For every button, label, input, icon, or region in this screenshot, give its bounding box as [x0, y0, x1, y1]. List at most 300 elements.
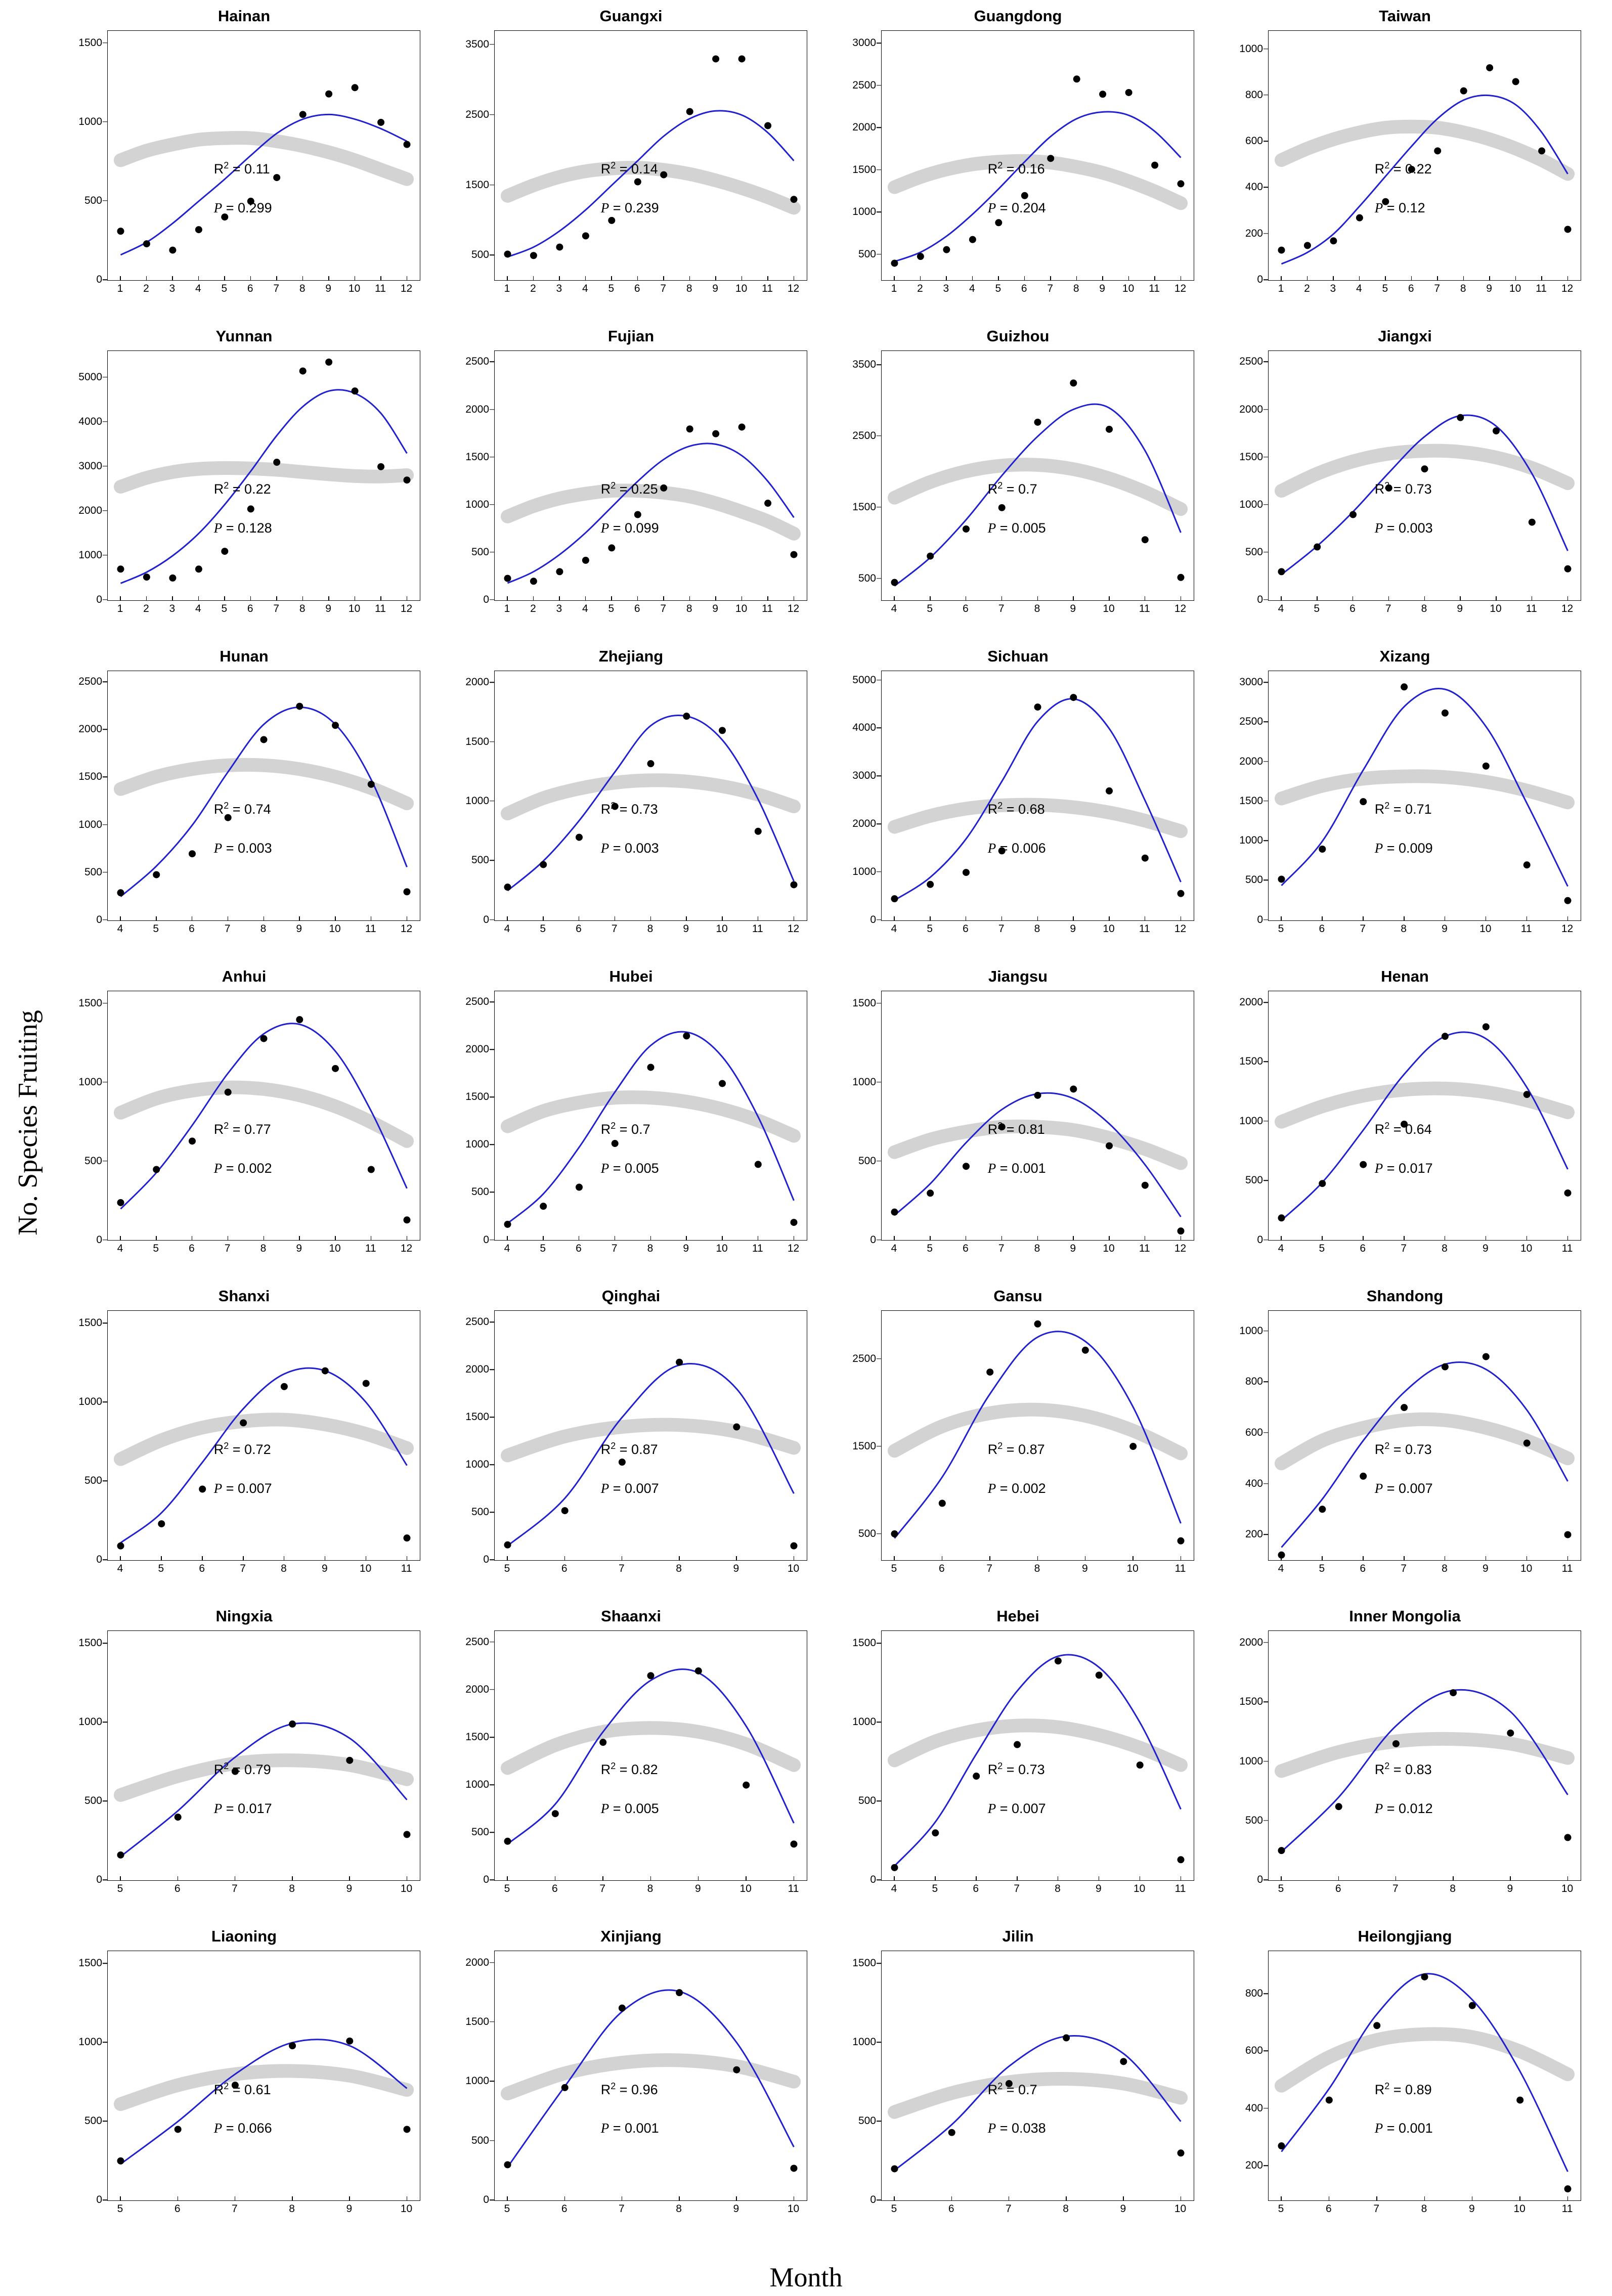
x-tick-label: 4: [117, 922, 123, 935]
x-tick-mark: [407, 916, 408, 921]
data-point: [117, 1851, 124, 1859]
plot-graphics: [108, 991, 420, 1241]
x-tick-label: 7: [998, 602, 1005, 614]
x-tick-label: 9: [712, 282, 718, 294]
data-point: [273, 459, 280, 466]
x-tick-mark: [1385, 276, 1386, 281]
x-tick-label: 7: [660, 602, 667, 614]
y-tick-label: 2000: [465, 1683, 489, 1695]
y-tick-mark: [877, 254, 881, 255]
p-value-annotation: P = 0.007: [600, 1480, 659, 1496]
data-point: [346, 2038, 353, 2045]
data-point: [891, 579, 898, 586]
x-tick-mark: [1281, 916, 1282, 921]
x-tick-mark: [335, 1236, 336, 1241]
data-point: [117, 1199, 124, 1206]
data-point: [1360, 1473, 1367, 1480]
y-tick-label: 2000: [1239, 996, 1263, 1008]
p-value-annotation: P = 0.066: [213, 2121, 272, 2136]
x-tick-mark: [1510, 1876, 1511, 1881]
y-tick-label: 1000: [1239, 834, 1263, 847]
x-tick-label: 3: [1330, 282, 1336, 294]
fitted-curve: [1282, 1974, 1568, 2172]
y-tick-label: 1500: [852, 1957, 876, 1969]
x-tick-mark: [1527, 1556, 1528, 1561]
y-tick-label: 500: [858, 248, 876, 260]
data-point: [1034, 703, 1041, 711]
x-tick-mark: [998, 276, 999, 281]
y-tick-mark: [1264, 840, 1268, 841]
panel-title: Xizang: [1379, 647, 1430, 665]
y-tick-mark: [103, 466, 107, 467]
x-tick-mark: [1009, 2196, 1010, 2201]
data-point: [299, 367, 307, 374]
x-tick-mark: [1322, 916, 1323, 921]
x-tick-label: 11: [1139, 922, 1150, 935]
x-tick-label: 8: [1055, 1883, 1061, 1895]
y-tick-label: 500: [471, 546, 489, 558]
x-tick-mark: [507, 1876, 508, 1881]
r-squared-annotation: $R^2 = 0.64$: [1374, 1120, 1432, 1137]
data-point: [683, 713, 690, 720]
data-point: [225, 1088, 232, 1095]
y-tick-mark: [877, 823, 881, 824]
x-tick-label: 11: [1561, 2202, 1573, 2215]
x-tick-mark: [585, 596, 586, 601]
y-tick-label: 1000: [78, 818, 102, 830]
plot-graphics: [495, 1311, 807, 1560]
y-tick-mark: [103, 1801, 107, 1802]
y-tick-label: 500: [471, 854, 489, 866]
x-tick-mark: [1145, 1236, 1146, 1241]
panel-title: Hainan: [217, 7, 271, 25]
panel-guangdong: [824, 4, 1211, 324]
r-squared-annotation: $R^2 = 0.7$: [600, 1120, 650, 1137]
x-tick-label: 12: [1174, 282, 1187, 294]
r-squared-annotation: $R^2 = 0.14$: [600, 160, 658, 177]
y-axis: [1211, 991, 1268, 1246]
data-point: [169, 247, 176, 254]
x-tick-label: 4: [582, 282, 588, 294]
x-tick-mark: [742, 596, 743, 601]
data-point: [247, 505, 254, 512]
reference-band: [895, 1726, 1181, 1765]
plot-area: [107, 1630, 420, 1881]
x-tick-mark: [559, 276, 560, 281]
x-tick-mark: [366, 1556, 367, 1561]
panel-title: Taiwan: [1379, 7, 1431, 25]
data-point: [1106, 426, 1113, 433]
x-tick-label: 7: [1434, 282, 1441, 294]
data-point: [189, 850, 196, 857]
x-tick-mark: [1515, 276, 1516, 281]
x-tick-mark: [722, 1236, 723, 1241]
x-tick-mark: [686, 1236, 687, 1241]
data-point: [195, 226, 202, 233]
y-axis: [438, 991, 494, 1246]
x-tick-label: 5: [932, 1883, 938, 1895]
panel-title: Hebei: [996, 1607, 1039, 1625]
data-point: [332, 1065, 339, 1072]
x-tick-mark: [507, 276, 508, 281]
y-tick-label: 2000: [852, 818, 876, 830]
x-tick-mark: [120, 596, 121, 601]
p-value-annotation: P = 0.12: [1374, 200, 1425, 216]
data-point: [540, 861, 547, 868]
x-tick-mark: [161, 1556, 162, 1561]
x-tick-label: 8: [299, 602, 306, 614]
p-value-annotation: P = 0.001: [600, 2121, 659, 2136]
x-axis: [494, 2201, 807, 2218]
x-tick-mark: [564, 1556, 565, 1561]
data-point: [891, 1530, 898, 1537]
x-tick-mark: [1527, 1236, 1528, 1241]
y-tick-label: 3500: [465, 38, 489, 50]
data-point: [530, 578, 537, 585]
y-tick-label: 1500: [852, 997, 876, 1009]
x-tick-mark: [1109, 596, 1110, 601]
y-tick-mark: [490, 114, 494, 115]
plot-area: [107, 1310, 420, 1561]
r-squared-annotation: $R^2 = 0.22$: [213, 480, 271, 497]
y-tick-label: 600: [1245, 2045, 1263, 2057]
plot-area: [494, 1310, 807, 1561]
x-tick-mark: [1567, 596, 1569, 601]
plot-graphics: [1269, 1951, 1581, 2200]
x-tick-mark: [380, 276, 381, 281]
data-point: [619, 1459, 626, 1466]
x-axis: [1268, 921, 1581, 938]
data-point: [927, 880, 934, 888]
x-tick-label: 7: [1392, 1883, 1399, 1895]
y-tick-label: 1500: [465, 1731, 489, 1743]
x-tick-label: 5: [995, 282, 1001, 294]
data-point: [504, 575, 511, 582]
data-point: [117, 565, 124, 572]
data-point: [891, 895, 898, 902]
x-tick-mark: [1181, 596, 1182, 601]
y-tick-mark: [490, 1512, 494, 1513]
data-point: [1335, 1803, 1342, 1811]
x-tick-label: 10: [1479, 922, 1492, 935]
y-tick-label: 2000: [465, 403, 489, 415]
x-tick-label: 12: [1174, 602, 1187, 614]
plot-area: [1268, 1310, 1581, 1561]
data-point: [764, 500, 771, 507]
data-point: [346, 1757, 353, 1764]
panel-gansu: [824, 1284, 1211, 1604]
data-point: [1178, 180, 1185, 187]
x-tick-label: 5: [153, 922, 159, 935]
data-point: [1178, 574, 1185, 581]
panel-heilongjiang: [1211, 1924, 1598, 2244]
y-tick-mark: [1264, 2165, 1268, 2166]
y-tick-mark: [1264, 801, 1268, 802]
x-tick-label: 8: [1421, 602, 1427, 614]
x-tick-mark: [192, 916, 193, 921]
y-tick-mark: [1264, 279, 1268, 280]
x-tick-label: 9: [1482, 1563, 1489, 1575]
x-tick-mark: [1154, 276, 1155, 281]
y-tick-label: 800: [1245, 1376, 1263, 1388]
plot-area: [494, 1630, 807, 1881]
y-tick-mark: [103, 1323, 107, 1324]
y-tick-label: 0: [483, 593, 489, 605]
y-tick-label: 1000: [852, 865, 876, 877]
x-tick-label: 6: [199, 1563, 205, 1575]
x-tick-mark: [156, 1236, 157, 1241]
x-tick-label: 2: [1304, 282, 1310, 294]
x-tick-mark: [1463, 276, 1464, 281]
data-point: [1457, 414, 1464, 421]
y-tick-label: 0: [96, 274, 102, 285]
x-tick-label: 7: [611, 1243, 618, 1255]
panel-shanxi: [51, 1284, 438, 1604]
x-tick-mark: [407, 276, 408, 281]
x-tick-label: 10: [1103, 922, 1115, 935]
r-squared-annotation: $R^2 = 0.22$: [1374, 160, 1432, 177]
data-point: [619, 2005, 626, 2012]
x-tick-mark: [407, 596, 408, 601]
x-tick-label: 10: [1133, 1883, 1146, 1895]
data-point: [647, 1064, 655, 1071]
x-tick-label: 8: [1073, 282, 1079, 294]
y-tick-mark: [490, 504, 494, 505]
x-tick-mark: [355, 596, 356, 601]
x-tick-label: 6: [247, 602, 253, 614]
x-axis: [494, 1561, 807, 1578]
y-tick-mark: [490, 552, 494, 553]
x-tick-mark: [686, 916, 687, 921]
y-tick-label: 1500: [852, 1440, 876, 1452]
x-tick-mark: [794, 276, 795, 281]
panel-title: Fujian: [607, 327, 655, 345]
data-point: [1360, 798, 1367, 805]
x-tick-label: 12: [400, 1243, 413, 1255]
y-tick-label: 1500: [465, 1091, 489, 1103]
p-value-annotation: P = 0.002: [987, 1480, 1046, 1496]
x-tick-mark: [1281, 1236, 1282, 1241]
plot-graphics: [882, 31, 1194, 280]
y-tick-mark: [490, 409, 494, 410]
p-value-annotation: P = 0.128: [213, 520, 272, 536]
data-point: [891, 259, 898, 267]
x-tick-label: 6: [963, 922, 969, 935]
x-tick-label: 2: [530, 602, 536, 614]
y-axis: [1211, 350, 1268, 605]
y-axis: [824, 350, 881, 601]
x-tick-mark: [746, 1876, 747, 1881]
x-tick-label: 4: [117, 1563, 123, 1575]
x-tick-mark: [1001, 916, 1003, 921]
plot-graphics: [882, 671, 1194, 920]
data-point: [1523, 1091, 1531, 1098]
x-tick-label: 7: [619, 1563, 625, 1575]
x-tick-label: 8: [1421, 2202, 1427, 2215]
y-tick-mark: [877, 1082, 881, 1083]
x-tick-mark: [507, 1556, 508, 1561]
x-tick-mark: [611, 276, 612, 281]
x-tick-label: 7: [232, 1883, 238, 1895]
x-tick-mark: [989, 1556, 990, 1561]
r-squared-annotation: $R^2 = 0.83$: [1374, 1760, 1432, 1777]
x-tick-label: 8: [281, 1563, 287, 1575]
y-tick-label: 800: [1245, 1988, 1263, 2000]
x-tick-label: 10: [359, 1563, 372, 1575]
y-axis: [51, 1310, 107, 1566]
y-tick-mark: [1264, 1701, 1268, 1702]
y-tick-label: 1000: [852, 1716, 876, 1728]
x-tick-label: 10: [348, 282, 361, 294]
data-point: [647, 1672, 655, 1680]
r-squared-annotation: $R^2 = 0.61$: [213, 2081, 271, 2097]
x-tick-mark: [1567, 916, 1569, 921]
y-tick-label: 3000: [78, 460, 102, 472]
x-tick-label: 7: [986, 1563, 992, 1575]
x-tick-label: 10: [348, 602, 361, 614]
y-tick-mark: [877, 578, 881, 579]
x-tick-mark: [1109, 1236, 1110, 1241]
x-tick-mark: [966, 916, 967, 921]
data-point: [1450, 1689, 1457, 1696]
x-tick-label: 8: [676, 2202, 682, 2215]
x-axis: [1268, 1881, 1581, 1898]
data-point: [1442, 710, 1449, 717]
panel-hubei: [438, 964, 824, 1285]
plot-graphics: [1269, 31, 1581, 280]
data-point: [1360, 1161, 1367, 1168]
data-point: [755, 1161, 762, 1168]
x-axis: [1268, 281, 1581, 298]
x-tick-label: 10: [787, 2202, 800, 2215]
y-axis: [51, 671, 107, 925]
plot-graphics: [882, 351, 1194, 600]
y-tick-label: 1500: [465, 451, 489, 463]
panel-hebei: [824, 1604, 1211, 1924]
y-tick-mark: [490, 44, 494, 45]
x-axis-label: Month: [769, 2262, 843, 2292]
panel-jiangxi: [1211, 324, 1598, 644]
x-tick-mark: [198, 276, 199, 281]
x-tick-mark: [794, 2196, 795, 2201]
x-tick-mark: [120, 1556, 121, 1561]
x-tick-label: 7: [232, 2202, 238, 2215]
x-tick-mark: [966, 1236, 967, 1241]
x-tick-label: 6: [634, 602, 640, 614]
data-point: [791, 1841, 798, 1848]
panel-title: Shandong: [1366, 1287, 1444, 1305]
y-tick-label: 500: [84, 1155, 102, 1167]
x-tick-label: 4: [891, 602, 897, 614]
x-tick-mark: [1329, 2196, 1330, 2201]
y-tick-label: 1000: [78, 1076, 102, 1088]
y-tick-mark: [1264, 233, 1268, 234]
y-tick-label: 1000: [465, 2075, 489, 2087]
y-tick-mark: [490, 1962, 494, 1963]
data-point: [1073, 75, 1080, 82]
data-point: [582, 232, 589, 239]
x-tick-label: 4: [582, 602, 588, 614]
data-point: [791, 2165, 798, 2172]
data-point: [612, 1140, 619, 1147]
y-tick-label: 0: [483, 1554, 489, 1566]
y-tick-mark: [103, 1481, 107, 1482]
y-tick-mark: [103, 377, 107, 378]
x-tick-label: 6: [938, 1563, 945, 1575]
x-tick-label: 11: [762, 602, 773, 614]
x-tick-label: 12: [400, 922, 413, 935]
data-point: [948, 2129, 955, 2136]
x-tick-mark: [894, 596, 895, 601]
x-tick-label: 11: [762, 282, 773, 294]
x-tick-label: 8: [260, 1243, 267, 1255]
data-point: [712, 430, 719, 437]
y-tick-mark: [103, 1003, 107, 1004]
y-tick-label: 2500: [78, 676, 102, 688]
x-tick-label: 12: [1561, 922, 1574, 935]
x-tick-label: 2: [143, 602, 149, 614]
x-tick-label: 10: [329, 1243, 341, 1255]
y-tick-label: 0: [870, 1874, 876, 1886]
data-point: [963, 869, 970, 876]
data-point: [325, 91, 332, 98]
x-axis: [107, 1881, 420, 1898]
x-tick-mark: [1363, 1556, 1364, 1561]
data-point: [1106, 787, 1113, 794]
x-tick-mark: [894, 276, 895, 281]
plot-area: [107, 671, 420, 921]
panel-shandong: [1211, 1284, 1598, 1604]
x-axis: [494, 1241, 807, 1258]
y-tick-mark: [103, 200, 107, 201]
x-tick-label: 4: [1278, 602, 1284, 614]
y-tick-mark: [490, 2021, 494, 2022]
plot-area: [107, 1951, 420, 2201]
x-tick-mark: [172, 596, 173, 601]
data-point: [1278, 875, 1285, 882]
data-point: [199, 1486, 206, 1493]
x-axis: [107, 281, 420, 298]
y-tick-mark: [1264, 457, 1268, 458]
panel-title: Sichuan: [987, 647, 1049, 665]
x-tick-mark: [1281, 1876, 1282, 1881]
data-point: [1330, 237, 1337, 244]
x-tick-label: 7: [1401, 1243, 1407, 1255]
data-point: [963, 525, 970, 533]
y-tick-mark: [490, 1465, 494, 1466]
x-tick-label: 5: [158, 1563, 164, 1575]
x-axis: [881, 1881, 1194, 1898]
x-tick-mark: [250, 276, 251, 281]
x-tick-mark: [1001, 1236, 1003, 1241]
data-point: [322, 1367, 329, 1375]
plot-graphics: [882, 1311, 1194, 1560]
y-tick-label: 1000: [465, 498, 489, 510]
y-tick-mark: [877, 1801, 881, 1802]
x-tick-mark: [243, 1556, 244, 1561]
x-tick-mark: [794, 1236, 795, 1241]
y-tick-mark: [490, 860, 494, 861]
data-point: [943, 246, 950, 253]
x-tick-mark: [507, 2196, 508, 2201]
data-point: [504, 250, 511, 257]
x-tick-mark: [250, 596, 251, 601]
x-tick-label: 1: [117, 602, 123, 614]
y-tick-label: 1000: [852, 2036, 876, 2048]
y-tick-label: 2000: [1239, 403, 1263, 415]
panel-title: Hunan: [220, 647, 269, 665]
y-tick-mark: [877, 919, 881, 920]
